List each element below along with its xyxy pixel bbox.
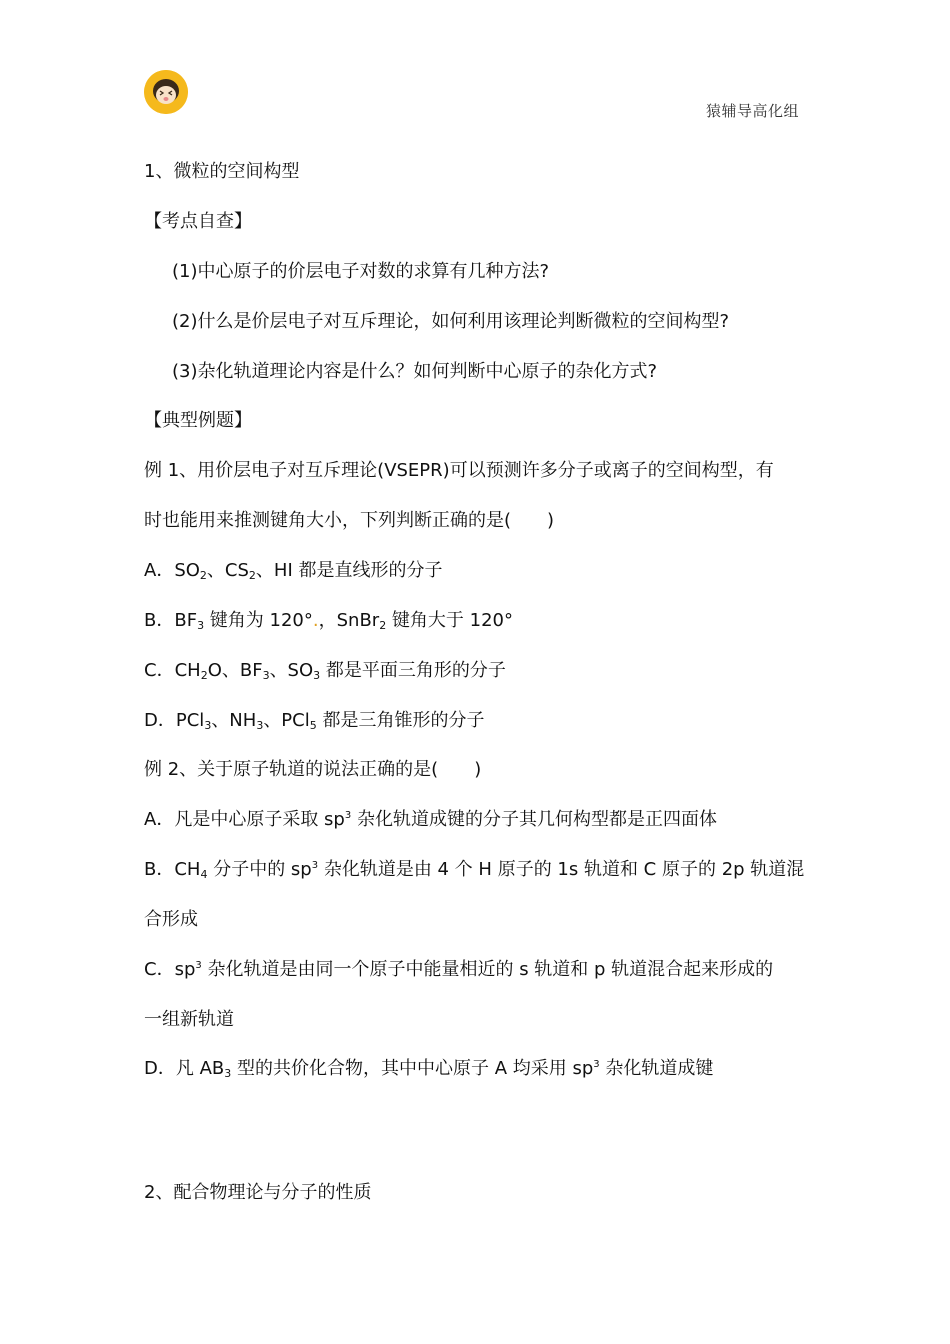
- example2-stem: 例 2、关于原子轨道的说法正确的是( ): [144, 759, 482, 780]
- example1-option-c: C．$CH_2O$、$BF_3$、$SO_3$ 都是平面三角形的分子: [144, 660, 506, 682]
- section-title-1: 1、微粒的空间构型: [144, 161, 300, 182]
- example2-option-a: A．凡是中心原子采取 $sp^3$ 杂化轨道成键的分子其几何构型都是正四面体: [144, 809, 717, 830]
- example2-option-d: D．凡 $AB_3$ 型的共价化合物，其中中心原子 A 均采用 $sp^3$ 杂化轨道成键: [144, 1058, 714, 1080]
- example2-option-c-continuation: 一组新轨道: [144, 1009, 234, 1030]
- question-2: (2)什么是价层电子对互斥理论，如何利用该理论判断微粒的空间构型?: [172, 311, 730, 332]
- question-1: (1)中心原子的价层电子对数的求算有几种方法?: [172, 261, 550, 282]
- example1-option-b: B．$BF_3$ 键角为 120°.，SnBr$_2$ 键角大于 120°: [144, 610, 514, 632]
- example2-option-b: B．$CH_4$ 分子中的 $sp^3$ 杂化轨道是由 4 个 H 原子的 1s 轨道和 C 原子的 2p 轨道混: [144, 859, 805, 881]
- self-check-heading: 【考点自查】: [144, 211, 252, 232]
- example1-stem-line2: 时也能用来推测键角大小，下列判断正确的是( ): [144, 510, 555, 531]
- section-title-2: 2、配合物理论与分子的性质: [144, 1182, 372, 1203]
- example1-option-a: A．$SO_2$、$CS_2$、HI 都是直线形的分子: [144, 560, 443, 582]
- example1-stem-line1: 例 1、用价层电子对互斥理论(VSEPR)可以预测许多分子或离子的空间构型，有: [144, 460, 774, 481]
- example1-option-d: D．PCl$_3$、$NH_3$、PCl$_5$ 都是三角锥形的分子: [144, 710, 485, 732]
- examples-heading: 【典型例题】: [144, 410, 252, 431]
- monkey-face-logo-icon: [144, 70, 188, 114]
- example2-option-c: C．$sp^3$ 杂化轨道是由同一个原子中能量相近的 s 轨道和 p 轨道混合起来形成的: [144, 959, 774, 980]
- header-org-name: 猿辅导高化组: [706, 102, 800, 120]
- question-3: (3)杂化轨道理论内容是什么？如何判断中心原子的杂化方式?: [172, 361, 658, 382]
- example2-option-b-continuation: 合形成: [144, 909, 198, 930]
